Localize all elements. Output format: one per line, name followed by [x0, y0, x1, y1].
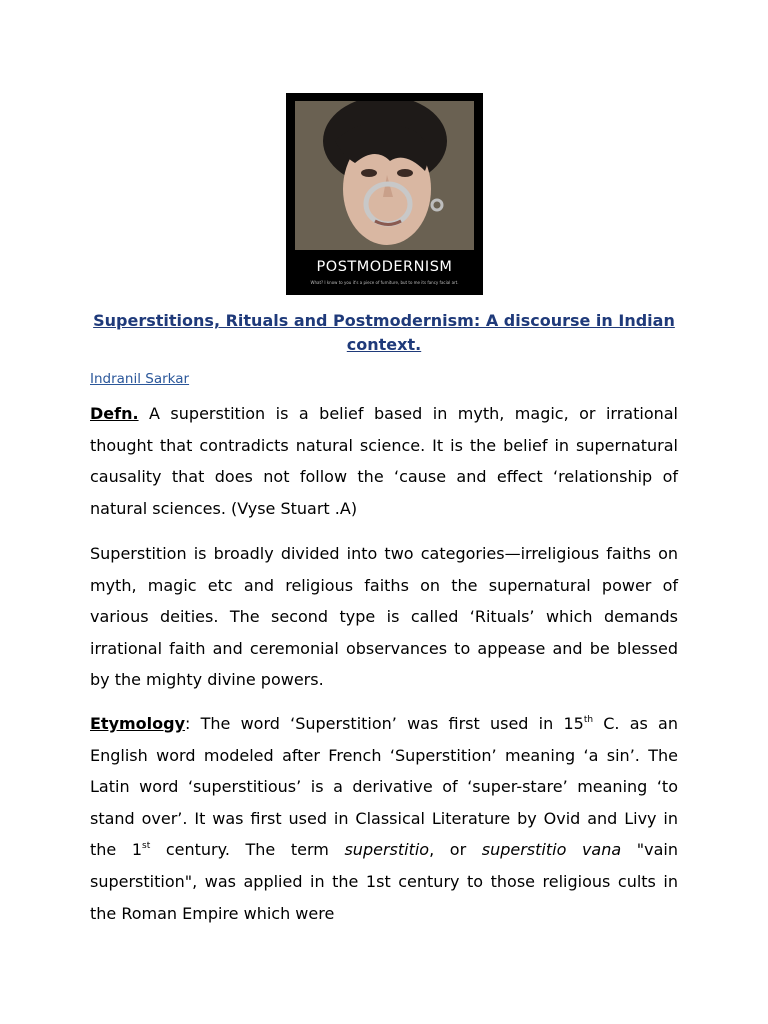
face-photo-illustration	[295, 101, 474, 250]
paragraph-definition	[90, 398, 678, 524]
etymology-text-5: "vain superstition", was applied in the 1st century to those religious cults in the Roman Empire which were	[90, 840, 679, 923]
etymology-text-3: century. The term	[150, 840, 345, 860]
definition-text: A superstition is a belief based in myth, magic, or irrational thought that contradicts natural science. It is the belief in supernatural causality that does not follow the ‘cause and effect ‘relationship of natural sciences. (Vyse Stuart .A)	[90, 404, 678, 518]
etymology-text-1: The word ‘Superstition’ was first used in 15	[190, 714, 584, 733]
etymology-sup-st: st	[142, 841, 151, 852]
definition-lead: Defn.	[90, 404, 139, 423]
etymology-term-superstitio-vana: superstitio vana	[481, 840, 622, 860]
paragraph-etymology	[90, 708, 678, 929]
etymology-text-2: C. as an English word modeled after French ‘Superstition’ meaning ‘a sin’. The Latin word ‘superstitious’ is a derivative of ‘super-stare’ meaning ‘to stand over’. It was first used in Classical Literature by Ovid and Livy in the 1	[90, 714, 679, 860]
document-title: Superstitions, Rituals and Postmodernism: A discourse in Indian context.	[93, 311, 675, 354]
poster-photo	[295, 101, 474, 250]
categories-text: Superstition is broadly divided into two categories—irreligious faiths on myth, magic etc and religious faiths on the supernatural power of various deities. The second type is called ‘Rituals’ which demands irrational faith and ceremonial observances to appease and be blessed by the mighty divine powers.	[90, 544, 678, 690]
etymology-colon: :	[185, 714, 191, 733]
etymology-sup-th: th	[583, 714, 594, 725]
poster-caption: What? I know to you it's a piece of furniture, but to me its fancy facial art.	[310, 280, 459, 285]
etymology-text-4: , or	[429, 840, 482, 860]
paragraph-categories	[90, 538, 678, 696]
poster-title: POSTMODERNISM	[316, 259, 453, 275]
etymology-term-superstitio: superstitio	[344, 840, 430, 860]
author-link[interactable]: Indranil Sarkar	[90, 371, 190, 387]
postmodernism-poster-image	[286, 93, 483, 295]
etymology-lead: Etymology	[90, 714, 186, 733]
